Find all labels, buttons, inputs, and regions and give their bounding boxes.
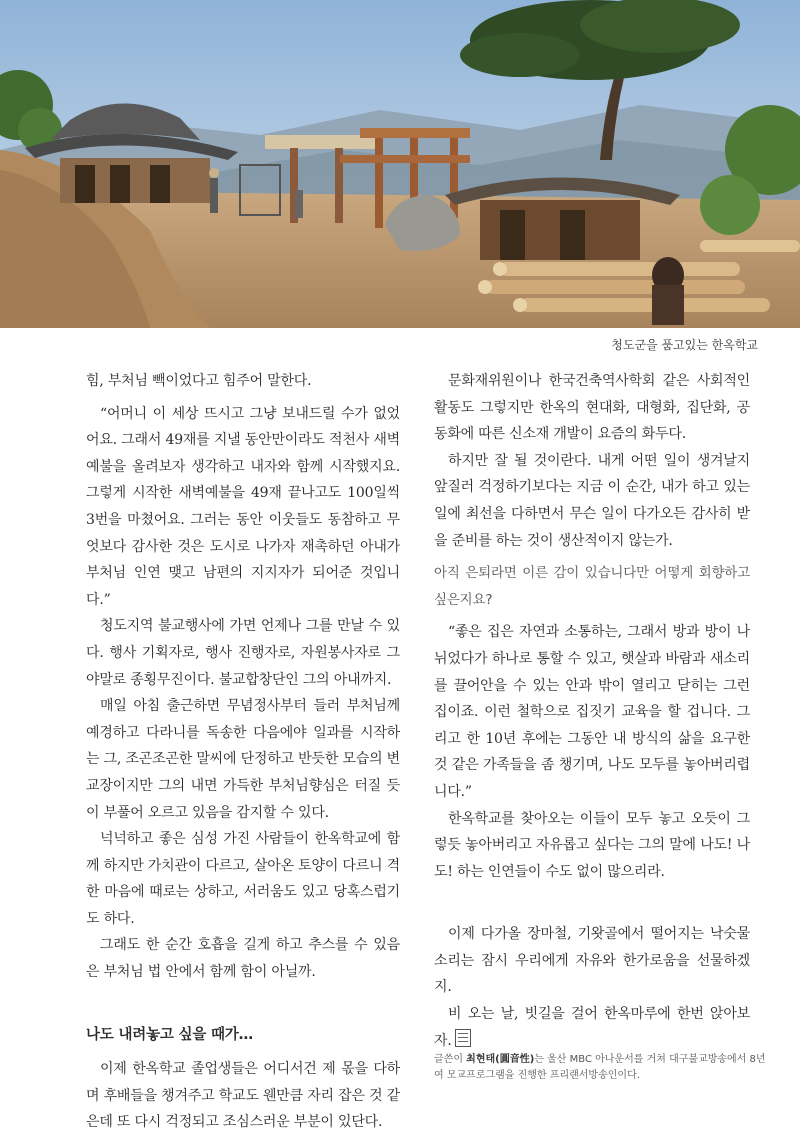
end-mark-icon: [455, 1029, 471, 1047]
paragraph: 넉넉하고 좋은 심성 가진 사람들이 한옥학교에 함께 하지만 가치관이 다르고, 살아온 토양이 다르니 격한 마음에 때로는 상하고, 서러움도 있고 당혹스럽기도 하다.: [86, 831, 400, 927]
section-subheading: 나도 내려놓고 싶을 때가…: [86, 1026, 253, 1043]
author-name: 최현태(圓音性): [466, 1054, 535, 1065]
author-note: [434, 1052, 774, 1084]
article-right-column: [434, 368, 750, 1054]
interview-question: 아직 은퇴라면 이른 감이 있습니다만 어떻게 회향하고 싶은지요?: [434, 565, 750, 608]
paragraph: 한옥학교를 찾아오는 이들이 모두 놓고 오듯이 그렇듯 놓아버리고 자유롭고 싶다는 그의 말에 나도! 나도! 하는 인연들이 수도 없이 많으리라.: [434, 810, 750, 880]
quote-paragraph: “좋은 집은 자연과 소통하는, 그래서 방과 방이 나뉘었다가 하나로 통할 수 있고, 햇살과 바람과 새소리를 끌어안을 수 있는 안과 밖이 열리고 닫히는 그런 집이죠. 이런 철학으로 집짓기 교육을 할 겁니다. 그리고 한 10년 후에는 그동안 내 방식의 삶을 요구한 것 같은 가족들을 좀 챙기며, 나도 모두를 놓아버리렵니다.”: [434, 624, 750, 800]
paragraph: 매일 아침 출근하면 무념정사부터 들러 부처님께 예경하고 다라니를 독송한 다음에야 일과를 시작하는 그, 조곤조곤한 말씨에 단정하고 반듯한 모습의 변 교장이지만 그의 내면 가득한 부처님향심은 터질 듯이 부풀어 오르고 있음을 감지할 수 있다.: [86, 698, 400, 821]
paragraph: 문화재위원이나 한국건축역사학회 같은 사회적인 활동도 그렇지만 한옥의 현대화, 대형화, 집단화, 공동화에 따른 신소재 개발이 요즘의 화두다.: [434, 373, 750, 443]
paragraph: 청도지역 불교행사에 가면 언제나 그를 만날 수 있다. 행사 기획자로, 행사 진행자로, 자원봉사자로 그야말로 종횡무진이다. 불교합창단인 그의 아내까지.: [86, 618, 400, 688]
paragraph: 힘, 부처님 빽이었다고 힘주어 말한다.: [86, 373, 312, 389]
author-note-prefix: 글쓴이: [434, 1054, 467, 1065]
photo-caption: 청도군을 품고있는 한옥학교: [611, 338, 758, 352]
closing-paragraph: [434, 1001, 750, 1054]
hanok-school-photo: [0, 0, 800, 328]
quote-paragraph: “어머니 이 세상 뜨시고 그냥 보내드릴 수가 없었어요. 그래서 49재를 지낼 동안만이라도 적천사 새벽예불을 올려보자 생각하고 내자와 함께 시작했지요. 그렇게 시작한 새벽예불을 49재 끝나고도 100일씩 3번을 마쳤어요. 그러는 동안 이웃들도 동참하고 무엇보다 감사한 것은 도시로 나가자 재촉하던 아내가 부처님 인연 맺고 남편의 지지자가 되어준 것입니다.”: [86, 405, 401, 608]
closing-text: 비 오는 날, 빗길을 걸어 한옥마루에 한번 앉아보자.: [434, 1006, 750, 1049]
paragraph: 하지만 잘 될 것이란다. 내게 어떤 일이 생겨날지 앞질러 걱정하기보다는 지금 이 순간, 내가 하고 있는 일에 최선을 다하면서 무슨 일이 다가오든 감사히 받을 준비를 하는 것이 생산적이지 않는가.: [434, 452, 750, 549]
article-left-column: [86, 368, 400, 1136]
author-note-text: 는 울산 MBC 아나운서를 거쳐 대구불교방송에서 8년여 모교프로그램을 진행한 프리랜서방송인이다.: [434, 1054, 766, 1081]
paragraph: 이제 한옥학교 졸업생들은 어디서건 제 몫을 다하며 후배들을 챙겨주고 학교도 웬만큼 자리 잡은 것 같은데 또 다시 걱정되고 조심스러운 부분이 있단다.: [86, 1061, 400, 1131]
paragraph: 이제 다가올 장마철, 기왓골에서 떨어지는 낙숫물 소리는 잠시 우리에게 자유와 한가로움을 선물하겠지.: [434, 926, 750, 996]
paragraph: 그래도 한 순간 호흡을 길게 하고 추스를 수 있음은 부처님 법 안에서 함께 함이 아닐까.: [86, 937, 400, 981]
